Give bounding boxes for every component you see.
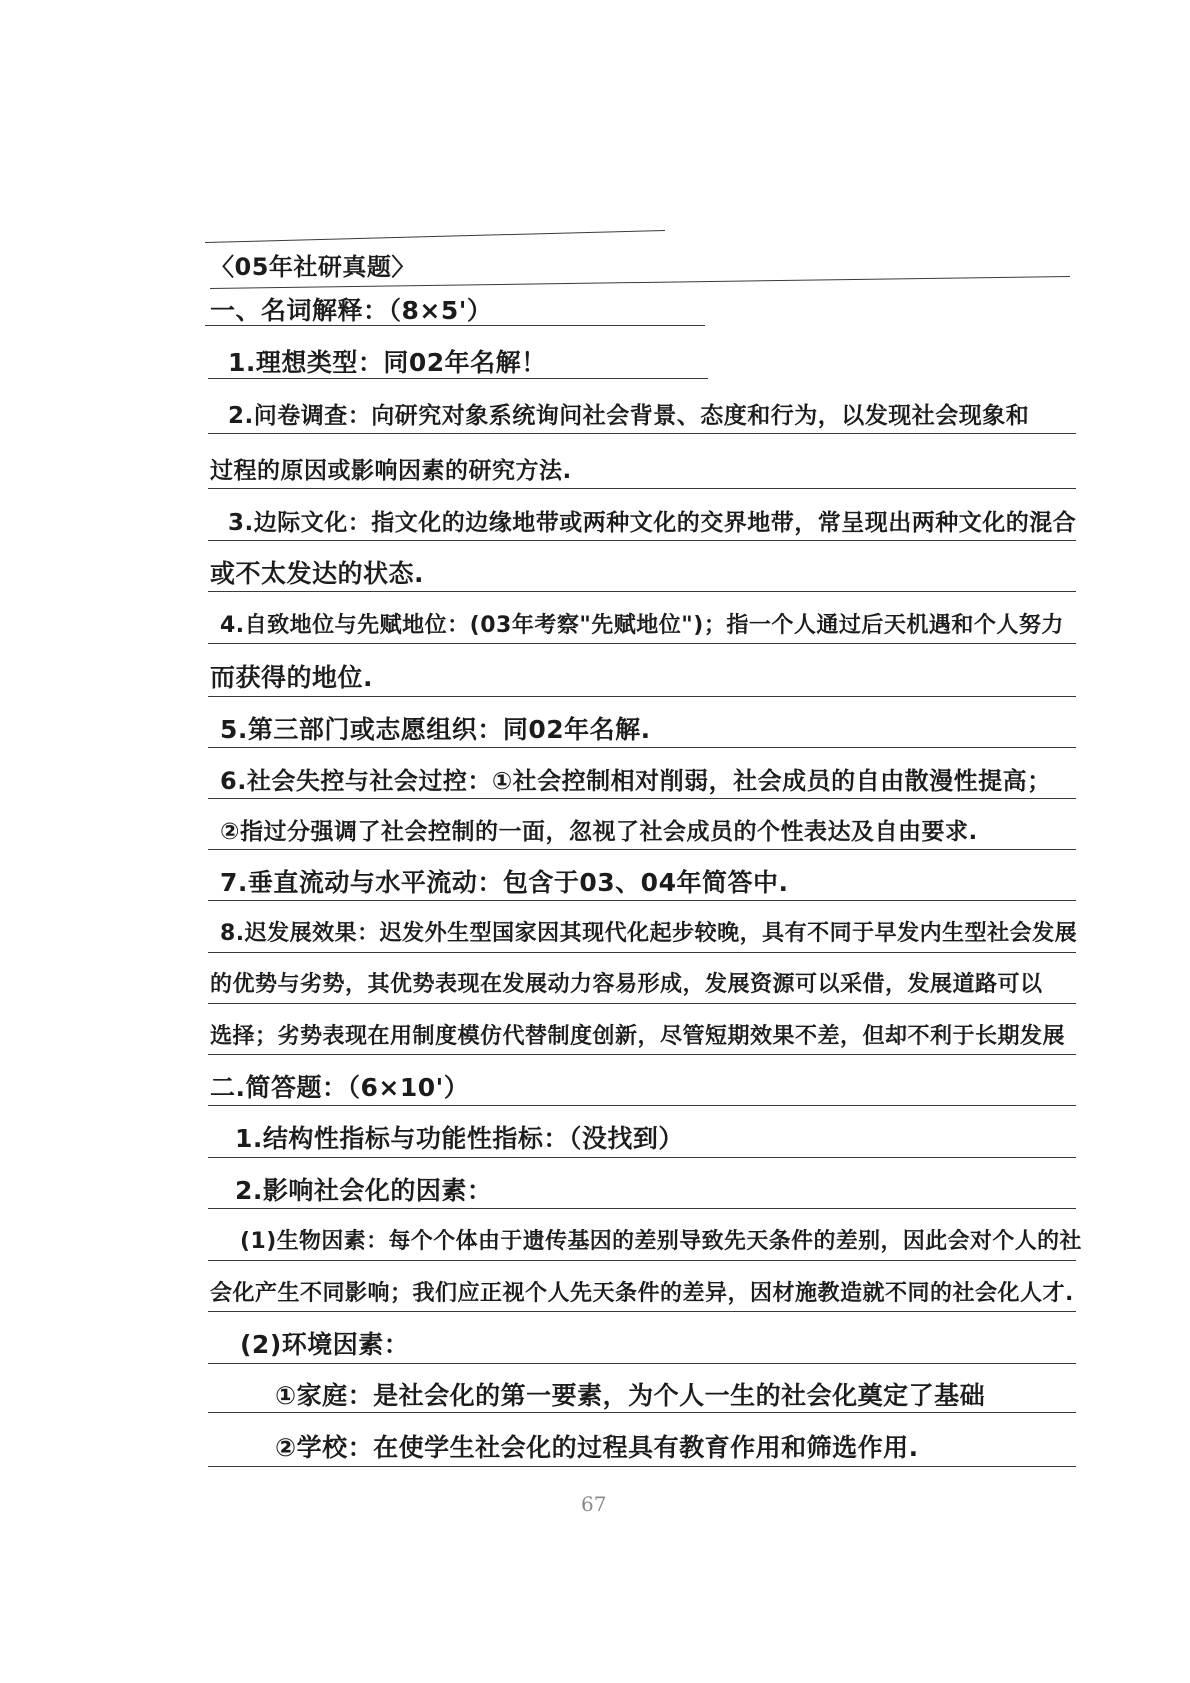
ruled-line [208, 1466, 1076, 1467]
ruled-line [208, 1412, 1076, 1413]
ruled-line [208, 1003, 1076, 1004]
text-line: 而获得的地位. [210, 663, 373, 692]
text-line: ②指过分强调了社会控制的一面，忽视了社会成员的个性表达及自由要求. [220, 819, 978, 845]
text-line: ②学校：在使学生社会化的过程具有教育作用和筛选作用. [275, 1433, 919, 1462]
ruled-line [208, 798, 1076, 799]
text-line: 选择；劣势表现在用制度模仿代替制度创新，尽管短期效果不差，但却不利于长期发展 [210, 1024, 1066, 1049]
section-heading: 二.简答题：（6×10'） [210, 1073, 470, 1102]
text-line: 2.问卷调查：向研究对象系统询问社会背景、态度和行为，以发现社会现象和 [228, 403, 1030, 429]
text-line: 4.自致地位与先赋地位：(03年考察"先赋地位")；指一个人通过后天机遇和个人努力 [220, 613, 1064, 638]
text-line: 过程的原因或影响因素的研究方法. [210, 458, 572, 484]
ruled-line [208, 900, 1076, 901]
page-number: 67 [581, 1492, 607, 1516]
ruled-line [208, 1157, 1076, 1158]
ruled-line [208, 696, 1076, 697]
ruled-line [208, 1208, 1076, 1209]
ruled-line [208, 1260, 1076, 1261]
ruled-line [208, 643, 1076, 644]
page-title: 〈05年社研真题〉 [210, 253, 416, 281]
ruled-line [208, 1363, 1076, 1364]
text-line: 6.社会失控与社会过控：①社会控制相对削弱，社会成员的自由散漫性提高； [220, 767, 1052, 795]
text-line: 1.结构性指标与功能性指标：（没找到） [235, 1124, 684, 1153]
ruled-line [208, 488, 1076, 489]
text-line: 的优势与劣势，其优势表现在发展动力容易形成，发展资源可以采借，发展道路可以 [210, 972, 1043, 997]
ruled-line [208, 378, 708, 379]
text-line: 5.第三部门或志愿组织：同02年名解. [220, 715, 651, 744]
text-line: 或不太发达的状态. [210, 559, 424, 588]
ruled-line [208, 540, 1076, 541]
text-line: 会化产生不同影响；我们应正视个人先天条件的差异，因材施教造就不同的社会化人才. [210, 1281, 1074, 1306]
ruled-line [208, 747, 1076, 748]
ruled-line [208, 433, 1076, 434]
text-line: 2.影响社会化的因素： [235, 1176, 493, 1205]
text-line: 7.垂直流动与水平流动：包含于03、04年简答中. [220, 868, 789, 897]
text-line: 3.边际文化：指文化的边缘地带或两种文化的交界地带，常呈现出两种文化的混合 [228, 510, 1077, 536]
text-line: 8.迟发展效果：迟发外生型国家因其现代化起步较晚，具有不同于早发内生型社会发展 [220, 921, 1078, 946]
text-line: 1.理想类型：同02年名解！ [228, 348, 547, 377]
text-line: ①家庭：是社会化的第一要素，为个人一生的社会化奠定了基础 [275, 1381, 986, 1410]
ruled-line [208, 1311, 1076, 1312]
ruled-line [208, 952, 1076, 953]
text-line: (1)生物因素：每个个体由于遗传基因的差别导致先天条件的差别，因此会对个人的社 [240, 1229, 1082, 1254]
ruled-line [208, 1105, 1076, 1106]
ruled-line [205, 230, 665, 243]
ruled-line [208, 591, 1076, 592]
section-heading: 一、名词解释：（8×5'） [210, 296, 493, 325]
ruled-line [208, 849, 1076, 850]
ruled-line [208, 1054, 1076, 1055]
text-line: (2)环境因素： [240, 1330, 410, 1359]
